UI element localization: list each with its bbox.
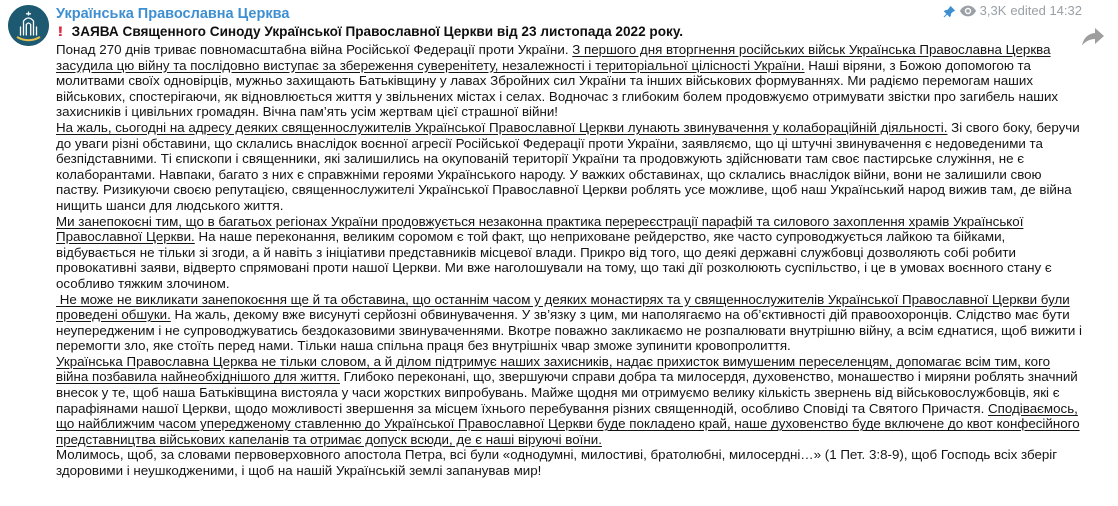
pin-icon — [943, 5, 956, 18]
views-count: 3,3K — [979, 3, 1007, 18]
text-run: На жаль, сьогодні на адресу деяких священнослужителів Української Православної Церкви лунають звинувачення у колабораційній діяльності. — [56, 119, 948, 135]
text-run: Наші віряни, з Божою допомогою та молитвами своїх одновірців, мужньо захищають Батьківщину у лавах Збройних сил України та інших військових формуваннях. Ми радіємо перемогам наших військових, спостерігаючи, як відновлюється життя у звільнених містах і селах. Водночас з глибоким болем продовжуємо отримувати звістки про загибель наших захисників і цивільних громадян. Вічна пам’ять усім жертвам цієї страшної війни! — [56, 57, 1059, 120]
message-header — [56, 3, 1082, 21]
text-run: Українська Православна Церква не тільки словом, а й ділом підтримує наших захисників, надає прихисток вимушеним переселенцям, допомагає всім тим, кого війна позбавила найнеобхіднішого для життя. — [56, 353, 1051, 385]
paragraph — [56, 214, 1082, 292]
text-run: Не може не викликати занепокоєння ще й та обставина, що останнім часом у деяких монастирях та у священнослужителів Української Православної Церкви були проведені обшуки. — [56, 291, 1070, 323]
paragraph — [56, 354, 1082, 448]
text-run: Ми занепокоєні тим, що в багатьох регіонах України продовжується незаконна практика перереєстрації парафій та силового захоплення храмів Української Православної Церкви. — [56, 213, 1024, 245]
text-run: Глибоко переконані, що, звершуючи справи добра та милосердя, духовенство, монашество і миряни роблять значний внесок у те, щоб наша Батьківщина вистояла у часи жорстких випробувань. Майже щодня ми отримуємо велику кількість звернень від військовослужбовців, які є парафіянами нашої Церкви, щодо можливості звершення за місцем їхнього перебування різних священнодій, особливо Сповіді та Святого Причастя. — [56, 369, 1078, 416]
text-run: Сподіваємось, що найближчим часом упередженому ставленню до Української Православної Церкви буде покладено край, наше духовенство буде включене до квот конфесійного представництва військових капеланів та отримає допуск всюди, де є наші віруючі воїни. — [56, 400, 1080, 447]
paragraph — [56, 447, 1082, 478]
post-body — [56, 42, 1082, 479]
post-title — [56, 23, 1082, 40]
paragraph — [56, 120, 1082, 214]
share-arrow-icon[interactable] — [1082, 28, 1104, 52]
paragraph — [56, 292, 1082, 354]
text-run: Молимось, щоб, за словами первоверховного апостола Петра, всі були «однодумні, милостиві, братолюбні, милосердні…» (1 Пет. 3:8-9), щоб Господь всіх зберіг здоровими і неушкодженими, і щоб на нашій Українській землі запанував мир! — [56, 447, 1058, 479]
message-meta — [943, 3, 1082, 19]
channel-avatar[interactable] — [8, 5, 49, 46]
message-content — [56, 3, 1082, 479]
church-emblem-icon — [8, 5, 49, 46]
paragraph — [56, 42, 1082, 120]
channel-name[interactable]: Українська Православна Церква — [56, 5, 290, 22]
eye-icon — [960, 5, 976, 17]
text-run: На жаль, декому вже висунуті серйозні обвинувачення. У зв’язку з цим, ми наполягаємо на об’єктивності дій правоохоронців. Слідство має бути неупередженим і не супроводжуватись бездоказовими звинуваченнями. Вкотре поважно закликаємо не розпалювати внутрішню війну, а всім єднатися, щоб вижити і перемогти зло, яке стоїть перед нами. Тільки наша спільна праця без внутрішніх чвар зможе зупинити кровопролиття. — [56, 307, 1082, 354]
edited-time: edited 14:32 — [1010, 3, 1082, 18]
post-title-text: ЗАЯВА Священного Синоду Української Православної Церкви від 23 листопада 2022 року. — [71, 24, 683, 39]
text-run: Понад 270 днів триває повномасштабна війна Російської Федерації проти України. — [56, 42, 573, 57]
red-exclamation-icon: ! — [57, 23, 64, 39]
text-run: З першого дня вторгнення російських військ Українська Православна Церква засудила цю війну та послідовно виступає за збереження суверенітету, незалежності і територіальної цілісності України. — [56, 42, 1051, 73]
text-run: На наше переконання, великим соромом є той факт, що неприховане рейдерство, яке часто супроводжується лайкою та бійками, відбувається не тільки зі згоди, а й навіть з ініціативи представників місцевої влади. Прикро від того, що деякі державні службовці дозволяють собі робити провокативні заяви, відверто спрямовані проти нашої Церкви. Ми вже наголошували на тому, що такі дії розколюють суспільство, і це в умовах воєнного стану є особливо тяжким злочином. — [56, 229, 1052, 291]
text-run: Зі свого боку, беручи до уваги різні обставини, що склались внаслідок воєнної агресії Російської Федерації проти України, заявляємо, що ці штучні звинувачення є недоведеними та безпідставними. Ті єпископи і священники, які залишились на окупованій території України та продовжують здійснювати там своє пастирське служіння, не є колаборантами. Навпаки, багато з них є справжніми героями Українського народу. У важких обставинах, що склались внаслідок війни, вони не залишили свою паству. Ризикуючи своєю репутацією, священнослужителі Української Православної Церкви роблять усе можливе, щоб наш Український народ вижив там, де війна нищить шанси для людського життя. — [56, 119, 1080, 213]
